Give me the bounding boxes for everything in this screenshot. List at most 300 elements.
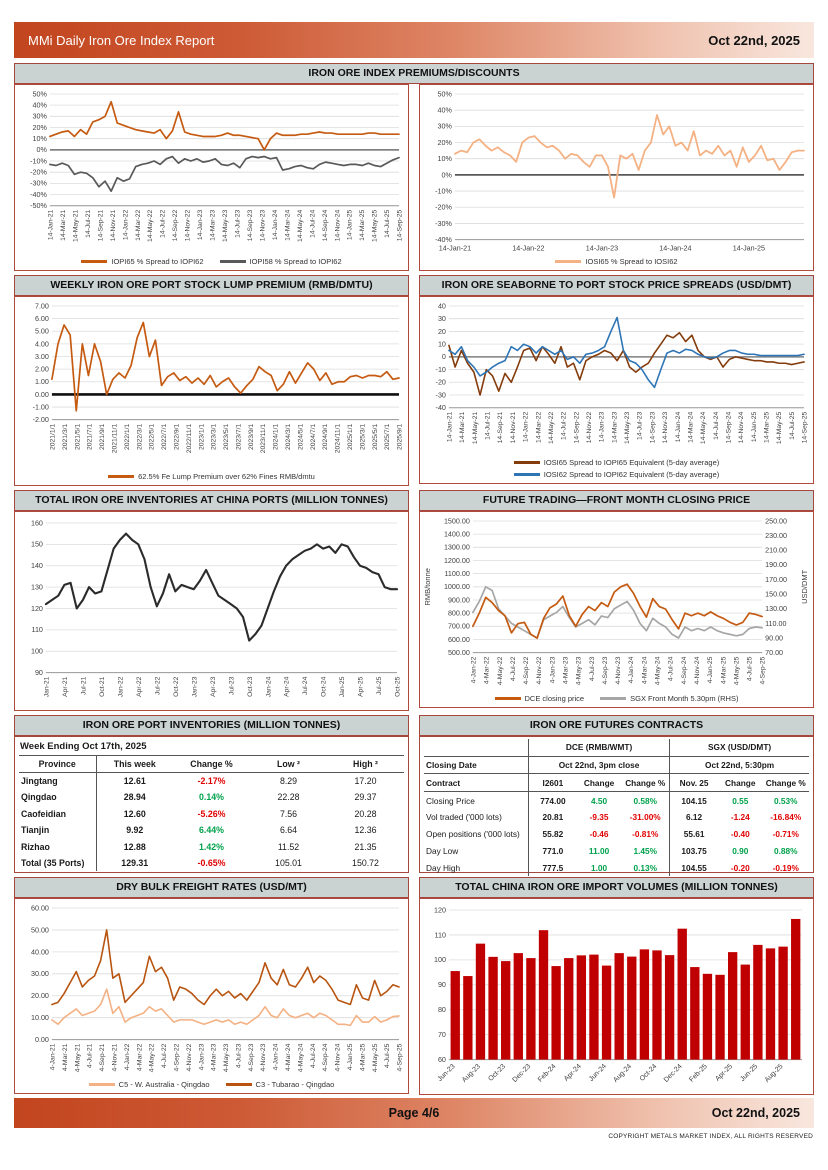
svg-text:4-Mar-24: 4-Mar-24 — [641, 656, 649, 685]
svg-text:4-May-21: 4-May-21 — [74, 1043, 82, 1073]
legend-item — [226, 1080, 335, 1089]
svg-text:500.00: 500.00 — [447, 649, 470, 658]
svg-text:Apr-25: Apr-25 — [714, 1062, 735, 1083]
svg-text:2.00: 2.00 — [34, 365, 49, 374]
svg-text:14-May-25: 14-May-25 — [371, 209, 379, 243]
svg-text:1000.00: 1000.00 — [443, 583, 470, 592]
cell: Change % — [621, 774, 669, 792]
legend-item — [495, 694, 585, 703]
svg-text:4-Mar-22: 4-Mar-22 — [483, 656, 491, 685]
svg-text:14-Jul-24: 14-Jul-24 — [309, 209, 317, 238]
svg-text:160: 160 — [30, 519, 43, 528]
value-cell: 104.15 — [670, 792, 718, 809]
svg-text:14-May-22: 14-May-22 — [547, 411, 555, 444]
svg-text:Jan-23: Jan-23 — [191, 676, 199, 698]
svg-text:20%: 20% — [32, 123, 47, 132]
svg-text:2024/7/1: 2024/7/1 — [309, 423, 317, 450]
svg-text:4-May-22: 4-May-22 — [148, 1043, 156, 1073]
svg-text:14-Jan-24: 14-Jan-24 — [659, 244, 692, 253]
svg-text:2024/5/1: 2024/5/1 — [297, 423, 305, 450]
change-pct-cell: -31.00% — [629, 812, 661, 823]
legend-swatch — [514, 473, 540, 476]
value-cell: -2.17% — [197, 776, 226, 787]
svg-text:3.00: 3.00 — [34, 352, 49, 361]
svg-text:14-Jul-23: 14-Jul-23 — [636, 411, 644, 440]
legend-swatch — [495, 697, 521, 700]
svg-text:-10: -10 — [435, 365, 446, 374]
panel-iopi-spreads — [14, 84, 409, 271]
svg-text:900.00: 900.00 — [447, 596, 470, 605]
change-pct-cell: 0.88% — [773, 845, 798, 856]
svg-text:2022/3/1: 2022/3/1 — [136, 423, 144, 450]
port-inventories-table — [14, 736, 409, 873]
change-cell: 11.00 — [588, 845, 610, 856]
iosi-spread-chart — [421, 88, 812, 256]
table-row — [424, 756, 809, 774]
svg-text:14-Nov-23: 14-Nov-23 — [662, 411, 670, 443]
svg-text:14-Mar-25: 14-Mar-25 — [359, 209, 367, 241]
svg-text:14-Mar-24: 14-Mar-24 — [687, 411, 695, 443]
change-cell: -0.20 — [730, 862, 750, 873]
svg-text:60: 60 — [437, 1055, 446, 1064]
svg-text:4-Jul-24: 4-Jul-24 — [667, 656, 675, 682]
province-cell: Total (35 Ports) — [21, 857, 85, 868]
svg-text:14-Sep-21: 14-Sep-21 — [497, 411, 505, 444]
panel-freight — [14, 898, 409, 1095]
report-footer — [14, 1098, 814, 1128]
cell: Change — [718, 774, 762, 792]
report-header-date: Oct 22nd, 2025 — [708, 32, 800, 48]
svg-text:2023/1/1: 2023/1/1 — [198, 423, 206, 450]
svg-text:14-Mar-23: 14-Mar-23 — [611, 411, 619, 443]
row-label: Day High — [426, 862, 461, 873]
svg-text:Apr-24: Apr-24 — [563, 1062, 583, 1083]
futures-contracts-table — [419, 736, 814, 873]
svg-text:2024/9/1: 2024/9/1 — [322, 423, 330, 450]
svg-text:Jun-25: Jun-25 — [739, 1062, 760, 1083]
svg-text:90.00: 90.00 — [765, 634, 784, 643]
legend-swatch — [108, 475, 134, 478]
section-title-freight: DRY BULK FREIGHT RATES (USD/MT) — [14, 877, 409, 898]
svg-text:14-Jan-25: 14-Jan-25 — [346, 209, 354, 241]
svg-text:20.00: 20.00 — [30, 992, 49, 1001]
value-cell: 1.42% — [199, 841, 224, 852]
svg-text:4-Sep-24: 4-Sep-24 — [322, 1043, 330, 1072]
svg-text:4-May-25: 4-May-25 — [371, 1043, 379, 1073]
svg-text:10%: 10% — [32, 135, 47, 144]
svg-text:40%: 40% — [32, 101, 47, 110]
svg-text:20%: 20% — [437, 138, 452, 147]
svg-text:0.00: 0.00 — [34, 390, 49, 399]
svg-text:0%: 0% — [36, 146, 47, 155]
svg-text:4-May-23: 4-May-23 — [575, 656, 583, 686]
svg-text:-10%: -10% — [435, 187, 452, 196]
change-pct-cell: 0.13% — [633, 862, 657, 873]
svg-text:14-Mar-22: 14-Mar-22 — [134, 209, 142, 241]
svg-text:2022/5/1: 2022/5/1 — [148, 423, 156, 450]
port-table-header: High ² — [327, 756, 404, 773]
svg-text:14-Mar-21: 14-Mar-21 — [59, 209, 67, 241]
legend-item — [514, 470, 720, 479]
svg-text:14-May-22: 14-May-22 — [147, 209, 155, 243]
legend-swatch — [555, 260, 581, 263]
cell: Nov. 25 — [670, 774, 718, 792]
svg-text:Apr-23: Apr-23 — [209, 676, 217, 698]
panel-imports — [419, 898, 814, 1096]
table-row — [424, 843, 809, 860]
value-cell: 20.81 — [528, 809, 576, 826]
svg-text:4-Sep-22: 4-Sep-22 — [523, 656, 531, 685]
svg-text:14-Jan-21: 14-Jan-21 — [446, 411, 454, 442]
svg-text:14-Jan-23: 14-Jan-23 — [598, 411, 606, 442]
svg-text:2021/1/1: 2021/1/1 — [49, 423, 57, 450]
svg-text:4-Jan-21: 4-Jan-21 — [49, 1043, 57, 1071]
value-cell: 12.60 — [96, 806, 173, 822]
svg-text:2023/11/1: 2023/11/1 — [260, 423, 268, 453]
panel-futures-chart — [419, 511, 814, 708]
svg-text:4-Jul-24: 4-Jul-24 — [309, 1043, 317, 1069]
svg-text:2021/11/1: 2021/11/1 — [111, 423, 119, 453]
svg-text:5.00: 5.00 — [34, 327, 49, 336]
svg-text:4-Jul-22: 4-Jul-22 — [161, 1043, 169, 1069]
svg-text:6.00: 6.00 — [34, 314, 49, 323]
value-cell: 22.28 — [277, 792, 300, 803]
import-volumes-chart — [421, 902, 812, 1094]
svg-text:2021/7/1: 2021/7/1 — [86, 423, 94, 450]
svg-text:2022/9/1: 2022/9/1 — [173, 423, 181, 450]
svg-text:14-May-21: 14-May-21 — [72, 209, 80, 243]
svg-text:210.00: 210.00 — [765, 546, 788, 555]
svg-text:1100.00: 1100.00 — [444, 570, 470, 579]
svg-text:2023/5/1: 2023/5/1 — [223, 423, 231, 450]
table-row — [424, 774, 809, 792]
table-row — [424, 739, 809, 756]
svg-text:40: 40 — [437, 302, 446, 311]
svg-text:30%: 30% — [32, 112, 47, 121]
svg-text:2025/3/1: 2025/3/1 — [359, 423, 367, 450]
value-cell: 55.61 — [670, 826, 718, 843]
svg-text:14-Jul-22: 14-Jul-22 — [560, 411, 568, 440]
svg-text:14-Jan-23: 14-Jan-23 — [585, 244, 619, 253]
futures-price-legend — [421, 693, 812, 706]
value-cell: 771.0 — [528, 843, 576, 860]
cell: Closing Date — [424, 756, 528, 774]
change-cell: 0.90 — [732, 845, 749, 856]
svg-text:4-Jan-22: 4-Jan-22 — [123, 1043, 131, 1071]
freight-rates-chart — [16, 902, 407, 1080]
legend-item — [81, 257, 203, 266]
cell: Change % — [763, 774, 809, 792]
legend-item — [220, 257, 342, 266]
svg-text:80: 80 — [437, 1006, 446, 1015]
svg-text:14-Jan-21: 14-Jan-21 — [438, 244, 472, 253]
svg-text:800.00: 800.00 — [447, 609, 470, 618]
value-cell: 6.44% — [199, 825, 224, 836]
svg-text:10.00: 10.00 — [30, 1014, 49, 1023]
svg-text:4-Jan-23: 4-Jan-23 — [549, 656, 557, 684]
province-cell: Qingdao — [21, 792, 57, 803]
svg-text:4-Mar-21: 4-Mar-21 — [61, 1043, 69, 1072]
section-title-premiums: IRON ORE INDEX PREMIUMS/DISCOUNTS — [14, 63, 814, 84]
svg-text:4-Jul-25: 4-Jul-25 — [384, 1043, 392, 1069]
svg-text:14-Jul-25: 14-Jul-25 — [384, 209, 392, 238]
port-table-header: Low ² — [250, 756, 327, 773]
svg-text:14-Jan-21: 14-Jan-21 — [47, 209, 55, 241]
seaborne-spreads-chart — [421, 300, 812, 458]
svg-text:-40%: -40% — [30, 190, 47, 199]
port-table-subtitle: Week Ending Oct 17th, 2025 — [19, 739, 404, 756]
freight-rates-legend — [16, 1079, 407, 1092]
legend-label: IOSI65 % Spread to IOSI62 — [585, 256, 678, 266]
svg-text:150: 150 — [30, 541, 43, 550]
svg-text:Apr-25: Apr-25 — [357, 676, 365, 698]
svg-text:Jul-21: Jul-21 — [80, 676, 88, 696]
change-cell: -0.40 — [730, 829, 750, 840]
svg-text:70: 70 — [437, 1030, 446, 1039]
svg-text:14-Sep-23: 14-Sep-23 — [649, 411, 657, 444]
value-cell: 12.36 — [354, 825, 377, 836]
svg-text:14-Jan-22: 14-Jan-22 — [512, 244, 545, 253]
svg-text:Jan-22: Jan-22 — [117, 676, 125, 698]
cell: Oct 22nd, 3pm close — [528, 756, 669, 774]
table-row — [19, 789, 404, 805]
svg-text:120: 120 — [30, 605, 43, 614]
svg-text:-10%: -10% — [30, 157, 47, 166]
svg-text:14-Sep-23: 14-Sep-23 — [246, 209, 254, 242]
svg-text:2021/9/1: 2021/9/1 — [99, 423, 107, 450]
svg-text:4-Sep-22: 4-Sep-22 — [173, 1043, 181, 1072]
legend-item — [89, 1080, 210, 1089]
svg-text:1300.00: 1300.00 — [443, 544, 470, 553]
change-pct-cell: -16.84% — [770, 812, 802, 823]
change-cell: 4.50 — [590, 795, 608, 806]
svg-text:4-Mar-24: 4-Mar-24 — [285, 1043, 293, 1072]
svg-text:4-Sep-21: 4-Sep-21 — [99, 1043, 107, 1072]
section-title-seaborne: IRON ORE SEABORNE TO PORT STOCK PRICE SPREADS (USD/DMT) — [419, 275, 814, 296]
svg-text:14-Mar-25: 14-Mar-25 — [763, 411, 771, 443]
value-cell: 20.28 — [354, 808, 377, 819]
svg-text:50.00: 50.00 — [30, 926, 49, 935]
svg-text:60.00: 60.00 — [30, 904, 49, 913]
svg-text:14-Jul-22: 14-Jul-22 — [159, 209, 167, 238]
svg-text:14-May-24: 14-May-24 — [296, 209, 304, 243]
svg-text:-20%: -20% — [435, 203, 452, 212]
svg-text:4-Jan-25: 4-Jan-25 — [347, 1043, 355, 1071]
table-row — [424, 809, 809, 826]
svg-text:100: 100 — [433, 956, 446, 965]
svg-text:14-Nov-24: 14-Nov-24 — [738, 411, 746, 443]
svg-text:14-Mar-23: 14-Mar-23 — [209, 209, 217, 241]
row-lump-seaborne — [14, 275, 814, 487]
copyright-notice: COPYRIGHT METALS MARKET INDEX, ALL RIGHTS RESERVED — [608, 1133, 813, 1141]
svg-text:14-Jul-21: 14-Jul-21 — [84, 209, 92, 238]
change-pct-cell: 0.53% — [773, 795, 798, 806]
value-cell: 21.35 — [354, 841, 377, 852]
svg-text:Dec-24: Dec-24 — [662, 1062, 684, 1084]
svg-text:-30%: -30% — [435, 219, 452, 228]
svg-text:1500.00: 1500.00 — [443, 517, 470, 526]
svg-text:7.00: 7.00 — [34, 302, 49, 311]
change-cell: 1.00 — [590, 862, 608, 873]
legend-label: SGX Front Month 5.30pm (RHS) — [630, 693, 739, 703]
svg-text:Jan-21: Jan-21 — [43, 676, 51, 698]
value-cell: 29.37 — [354, 792, 377, 803]
cell: I2601 — [528, 774, 576, 792]
svg-text:Oct-25: Oct-25 — [394, 676, 402, 698]
legend-label: C5 - W. Australia - Qingdao — [118, 1080, 210, 1090]
svg-text:14-Jan-22: 14-Jan-22 — [122, 209, 130, 241]
table-row — [424, 859, 809, 876]
svg-text:4-Nov-24: 4-Nov-24 — [334, 1043, 342, 1072]
svg-text:4-Mar-23: 4-Mar-23 — [210, 1043, 218, 1072]
legend-label: IOPI65 % Spread to IOPI62 — [111, 256, 204, 266]
svg-text:Oct-23: Oct-23 — [487, 1062, 508, 1083]
svg-text:Aug-25: Aug-25 — [763, 1062, 785, 1084]
svg-text:2024/3/1: 2024/3/1 — [285, 423, 293, 450]
legend-swatch — [89, 1083, 115, 1086]
change-cell: -0.46 — [589, 829, 609, 840]
svg-text:USD/DMT: USD/DMT — [799, 570, 809, 605]
svg-text:Oct-23: Oct-23 — [246, 676, 254, 698]
row-label: Open positions ('000 lots) — [426, 829, 520, 840]
table-row — [424, 792, 809, 809]
svg-text:4-May-22: 4-May-22 — [496, 656, 504, 686]
svg-text:170.00: 170.00 — [765, 576, 788, 585]
svg-text:14-Mar-21: 14-Mar-21 — [459, 411, 467, 443]
table-row — [19, 772, 404, 789]
svg-text:4-May-24: 4-May-24 — [297, 1043, 305, 1073]
legend-label: 62.5% Fe Lump Premium over 62% Fines RMB/dmtu — [138, 472, 315, 482]
value-cell: 9.92 — [96, 822, 173, 838]
value-cell: 103.75 — [670, 843, 718, 860]
svg-text:20: 20 — [437, 327, 446, 336]
value-cell: 774.00 — [528, 792, 576, 809]
seaborne-spreads-legend — [421, 457, 812, 482]
svg-text:14-May-25: 14-May-25 — [776, 411, 784, 444]
svg-text:14-May-24: 14-May-24 — [700, 411, 708, 444]
province-cell: Tianjin — [21, 825, 50, 836]
svg-text:14-Jan-24: 14-Jan-24 — [674, 411, 682, 442]
svg-text:90: 90 — [34, 669, 43, 678]
port-table-header: Province — [19, 756, 96, 773]
svg-text:2023/9/1: 2023/9/1 — [247, 423, 255, 450]
legend-label: IOPI58 % Spread to IOPI62 — [249, 256, 342, 266]
row-label: Day Low — [426, 845, 459, 856]
legend-item — [600, 694, 738, 703]
svg-text:2021/3/1: 2021/3/1 — [61, 423, 69, 450]
report-title: MMi Daily Iron Ore Index Report — [28, 32, 215, 48]
svg-text:2025/9/1: 2025/9/1 — [396, 423, 404, 450]
svg-text:14-Sep-25: 14-Sep-25 — [396, 209, 404, 242]
svg-text:14-May-23: 14-May-23 — [222, 209, 230, 243]
value-cell: 11.52 — [277, 841, 300, 852]
svg-text:4-Sep-24: 4-Sep-24 — [680, 656, 688, 685]
value-cell: 17.20 — [354, 776, 377, 787]
svg-text:1400.00: 1400.00 — [443, 530, 470, 539]
svg-text:4-Nov-22: 4-Nov-22 — [536, 656, 544, 685]
svg-text:Apr-24: Apr-24 — [283, 676, 291, 698]
legend-swatch — [226, 1083, 252, 1086]
value-cell: 777.5 — [528, 859, 576, 876]
svg-text:Jul-25: Jul-25 — [376, 676, 384, 696]
svg-text:0%: 0% — [441, 171, 452, 180]
svg-text:0: 0 — [441, 352, 446, 361]
svg-text:4-Mar-23: 4-Mar-23 — [562, 656, 570, 685]
svg-text:14-Nov-22: 14-Nov-22 — [184, 209, 192, 242]
svg-text:140: 140 — [30, 562, 43, 571]
svg-text:14-Nov-24: 14-Nov-24 — [334, 209, 342, 242]
svg-text:2024/11/1: 2024/11/1 — [334, 423, 342, 453]
section-title-lump: WEEKLY IRON ORE PORT STOCK LUMP PREMIUM (RMB/DMTU) — [14, 275, 409, 296]
section-title-port-table: IRON ORE PORT INVENTORIES (MILLION TONNES) — [14, 715, 409, 736]
section-title-futures-chart: FUTURE TRADING—FRONT MONTH CLOSING PRICE — [419, 490, 814, 511]
svg-text:2023/3/1: 2023/3/1 — [210, 423, 218, 450]
value-cell: 55.82 — [528, 826, 576, 843]
svg-text:4-Jan-23: 4-Jan-23 — [198, 1043, 206, 1071]
svg-text:4-Jul-25: 4-Jul-25 — [746, 656, 754, 682]
svg-text:0.00: 0.00 — [34, 1035, 49, 1044]
table-row — [19, 838, 404, 854]
value-cell: 12.61 — [96, 772, 173, 789]
svg-text:2025/5/1: 2025/5/1 — [371, 423, 379, 450]
svg-text:110.00: 110.00 — [765, 620, 787, 629]
legend-label: IOSI62 Spread to IOPI62 Equivalent (5-day average) — [543, 470, 720, 480]
table-row — [19, 855, 404, 871]
svg-text:4-Jan-24: 4-Jan-24 — [272, 1043, 280, 1071]
value-cell: -0.65% — [197, 857, 226, 868]
table-row — [19, 806, 404, 822]
svg-text:14-Jan-25: 14-Jan-25 — [732, 244, 766, 253]
svg-text:Oct-24: Oct-24 — [320, 676, 328, 698]
svg-text:Feb-24: Feb-24 — [536, 1062, 558, 1084]
svg-text:-1.00: -1.00 — [32, 403, 49, 412]
change-pct-cell: -0.71% — [772, 829, 799, 840]
svg-text:Jul-24: Jul-24 — [302, 676, 310, 696]
svg-text:14-May-23: 14-May-23 — [624, 411, 632, 444]
value-cell: 150.72 — [352, 857, 379, 868]
lump-premium-legend — [16, 471, 407, 484]
legend-label: C3 - Tubarao - Qingdao — [255, 1080, 335, 1090]
panel-inventories — [14, 511, 409, 711]
lump-premium-chart — [16, 300, 407, 472]
svg-text:1.00: 1.00 — [34, 377, 49, 386]
svg-text:-30: -30 — [435, 391, 446, 400]
svg-text:14-Jan-25: 14-Jan-25 — [750, 411, 758, 442]
change-pct-cell: -0.19% — [772, 862, 799, 873]
svg-text:230.00: 230.00 — [765, 532, 788, 541]
svg-text:4-Sep-25: 4-Sep-25 — [759, 656, 767, 685]
svg-text:110: 110 — [434, 931, 446, 940]
svg-text:190.00: 190.00 — [765, 561, 788, 570]
svg-text:4-Mar-25: 4-Mar-25 — [720, 656, 728, 685]
svg-text:2025/1/1: 2025/1/1 — [347, 423, 355, 450]
svg-text:14-Mar-22: 14-Mar-22 — [535, 411, 543, 443]
page-number: Page 4/6 — [388, 1106, 440, 1121]
svg-text:700.00: 700.00 — [447, 622, 470, 631]
table-row — [19, 822, 404, 838]
svg-text:30.00: 30.00 — [30, 970, 49, 979]
svg-text:40%: 40% — [437, 106, 452, 115]
province-cell: Jingtang — [21, 776, 58, 787]
svg-text:14-Sep-21: 14-Sep-21 — [97, 209, 105, 242]
group-header: SGX (USD/DMT) — [670, 739, 809, 756]
svg-text:4-Jul-23: 4-Jul-23 — [588, 656, 596, 682]
iosi-spread-legend — [421, 256, 812, 269]
row-freight-imports — [14, 877, 814, 1096]
svg-text:Oct-21: Oct-21 — [98, 676, 106, 698]
svg-text:-40: -40 — [435, 403, 446, 412]
svg-text:4-May-25: 4-May-25 — [733, 656, 741, 686]
